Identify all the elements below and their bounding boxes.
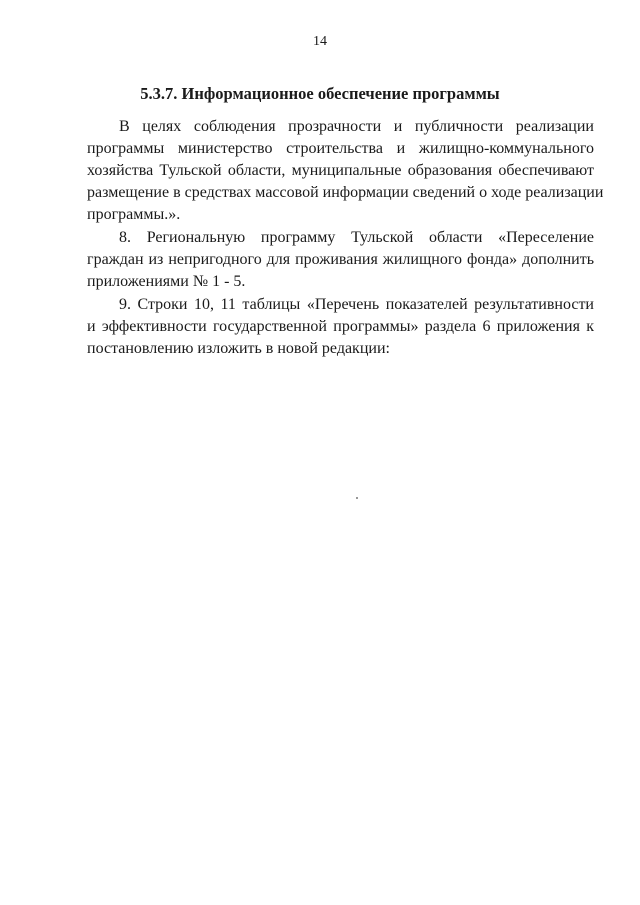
text-line: В целях соблюдения прозрачности и публичности реализации [119, 118, 594, 135]
text-line: 9. Строки 10, 11 таблицы «Перечень показателей результативности [119, 296, 594, 313]
section-title: 5.3.7. Информационное обеспечение программы [140, 84, 500, 103]
text-line: и эффективности государственной программы» раздела 6 приложения к [87, 318, 594, 335]
text-line: размещение в средствах массовой информации сведений о ходе реализации [87, 184, 604, 201]
page-number: 14 [313, 34, 327, 49]
text-line: 8. Региональную программу Тульской области «Переселение [119, 229, 594, 246]
scan-speck [356, 497, 358, 499]
text-line: постановлению изложить в новой редакции: [87, 340, 390, 357]
text-line: программы министерство строительства и жилищно-коммунального [87, 140, 594, 157]
text-line: хозяйства Тульской области, муниципальные образования обеспечивают [87, 162, 594, 179]
text-line: граждан из непригодного для проживания жилищного фонда» дополнить [87, 251, 594, 268]
text-line: приложениями № 1 - 5. [87, 273, 246, 290]
text-line: программы.». [87, 206, 181, 223]
